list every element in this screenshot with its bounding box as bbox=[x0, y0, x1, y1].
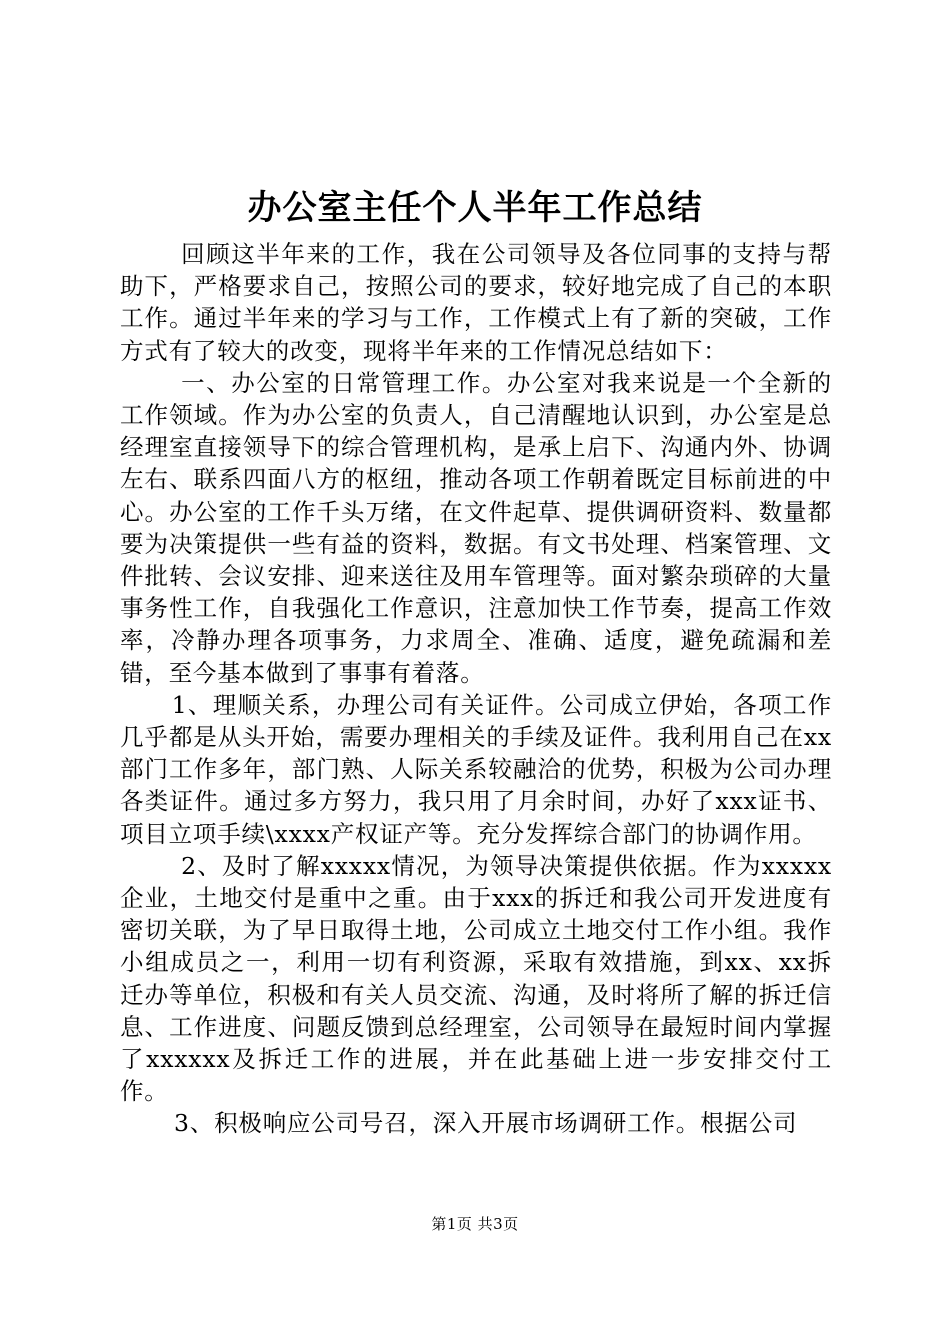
paragraph-item-3: 3、积极响应公司号召，深入开展市场调研工作。根据公司 bbox=[174, 1109, 798, 1138]
paragraph-item-2: 2、及时了解xxxxx情况，为领导决策提供依据。作为xxxxx企业，土地交付是重中之重。由于xxx的拆迁和我公司开发进度有密切关联，为了早日取得土地，公司成立土地交付工作小组。我作小组成员之一，利用一切有利资源，采取有效措施，到xx、xx拆迁办等单位，积极和有关人员交流、沟通，及时将所了解的拆迁信息、工作进度、问题反馈到总经理室，公司领导在最短时间内掌握了xxxxxx及拆迁工作的进展，并在此基础上进一步安排交付工作。 bbox=[120, 851, 832, 1106]
paragraph-item-1: 1、理顺关系，办理公司有关证件。公司成立伊始，各项工作几乎都是从头开始，需要办理相关的手续及证件。我利用自己在xx部门工作多年，部门熟、人际关系较融洽的优势，积极为公司办理各类证件。通过多方努力，我只用了月余时间，办好了xxx证书、项目立项手续\xxxx产权证产等。充分发挥综合部门的协调作用。 bbox=[120, 690, 832, 848]
paragraph-intro: 回顾这半年来的工作，我在公司领导及各位同事的支持与帮助下，严格要求自己，按照公司的要求，较好地完成了自己的本职工作。通过半年来的学习与工作，工作模式上有了新的突破，工作方式有了较大的改变，现将半年来的工作情况总结如下： bbox=[120, 240, 832, 365]
document-body bbox=[120, 238, 832, 1140]
document-title: 办公室主任个人半年工作总结 bbox=[247, 188, 703, 228]
page-footer: 第1页 共3页 bbox=[431, 1215, 519, 1233]
paragraph-section-1: 一、办公室的日常管理工作。办公室对我来说是一个全新的工作领域。作为办公室的负责人，自己清醒地认识到，办公室是总经理室直接领导下的综合管理机构，是承上启下、沟通内外、协调左右、联系四面八方的枢纽，推动各项工作朝着既定目标前进的中心。办公室的工作千头万绪，在文件起草、提供调研资料、数量都要为决策提供一些有益的资料，数据。有文书处理、档案管理、文件批转、会议安排、迎来送往及用车管理等。面对繁杂琐碎的大量事务性工作，自我强化工作意识，注意加快工作节奏，提高工作效率，冷静办理各项事务，力求周全、准确、适度，避免疏漏和差错，至今基本做到了事事有着落。 bbox=[120, 368, 832, 687]
